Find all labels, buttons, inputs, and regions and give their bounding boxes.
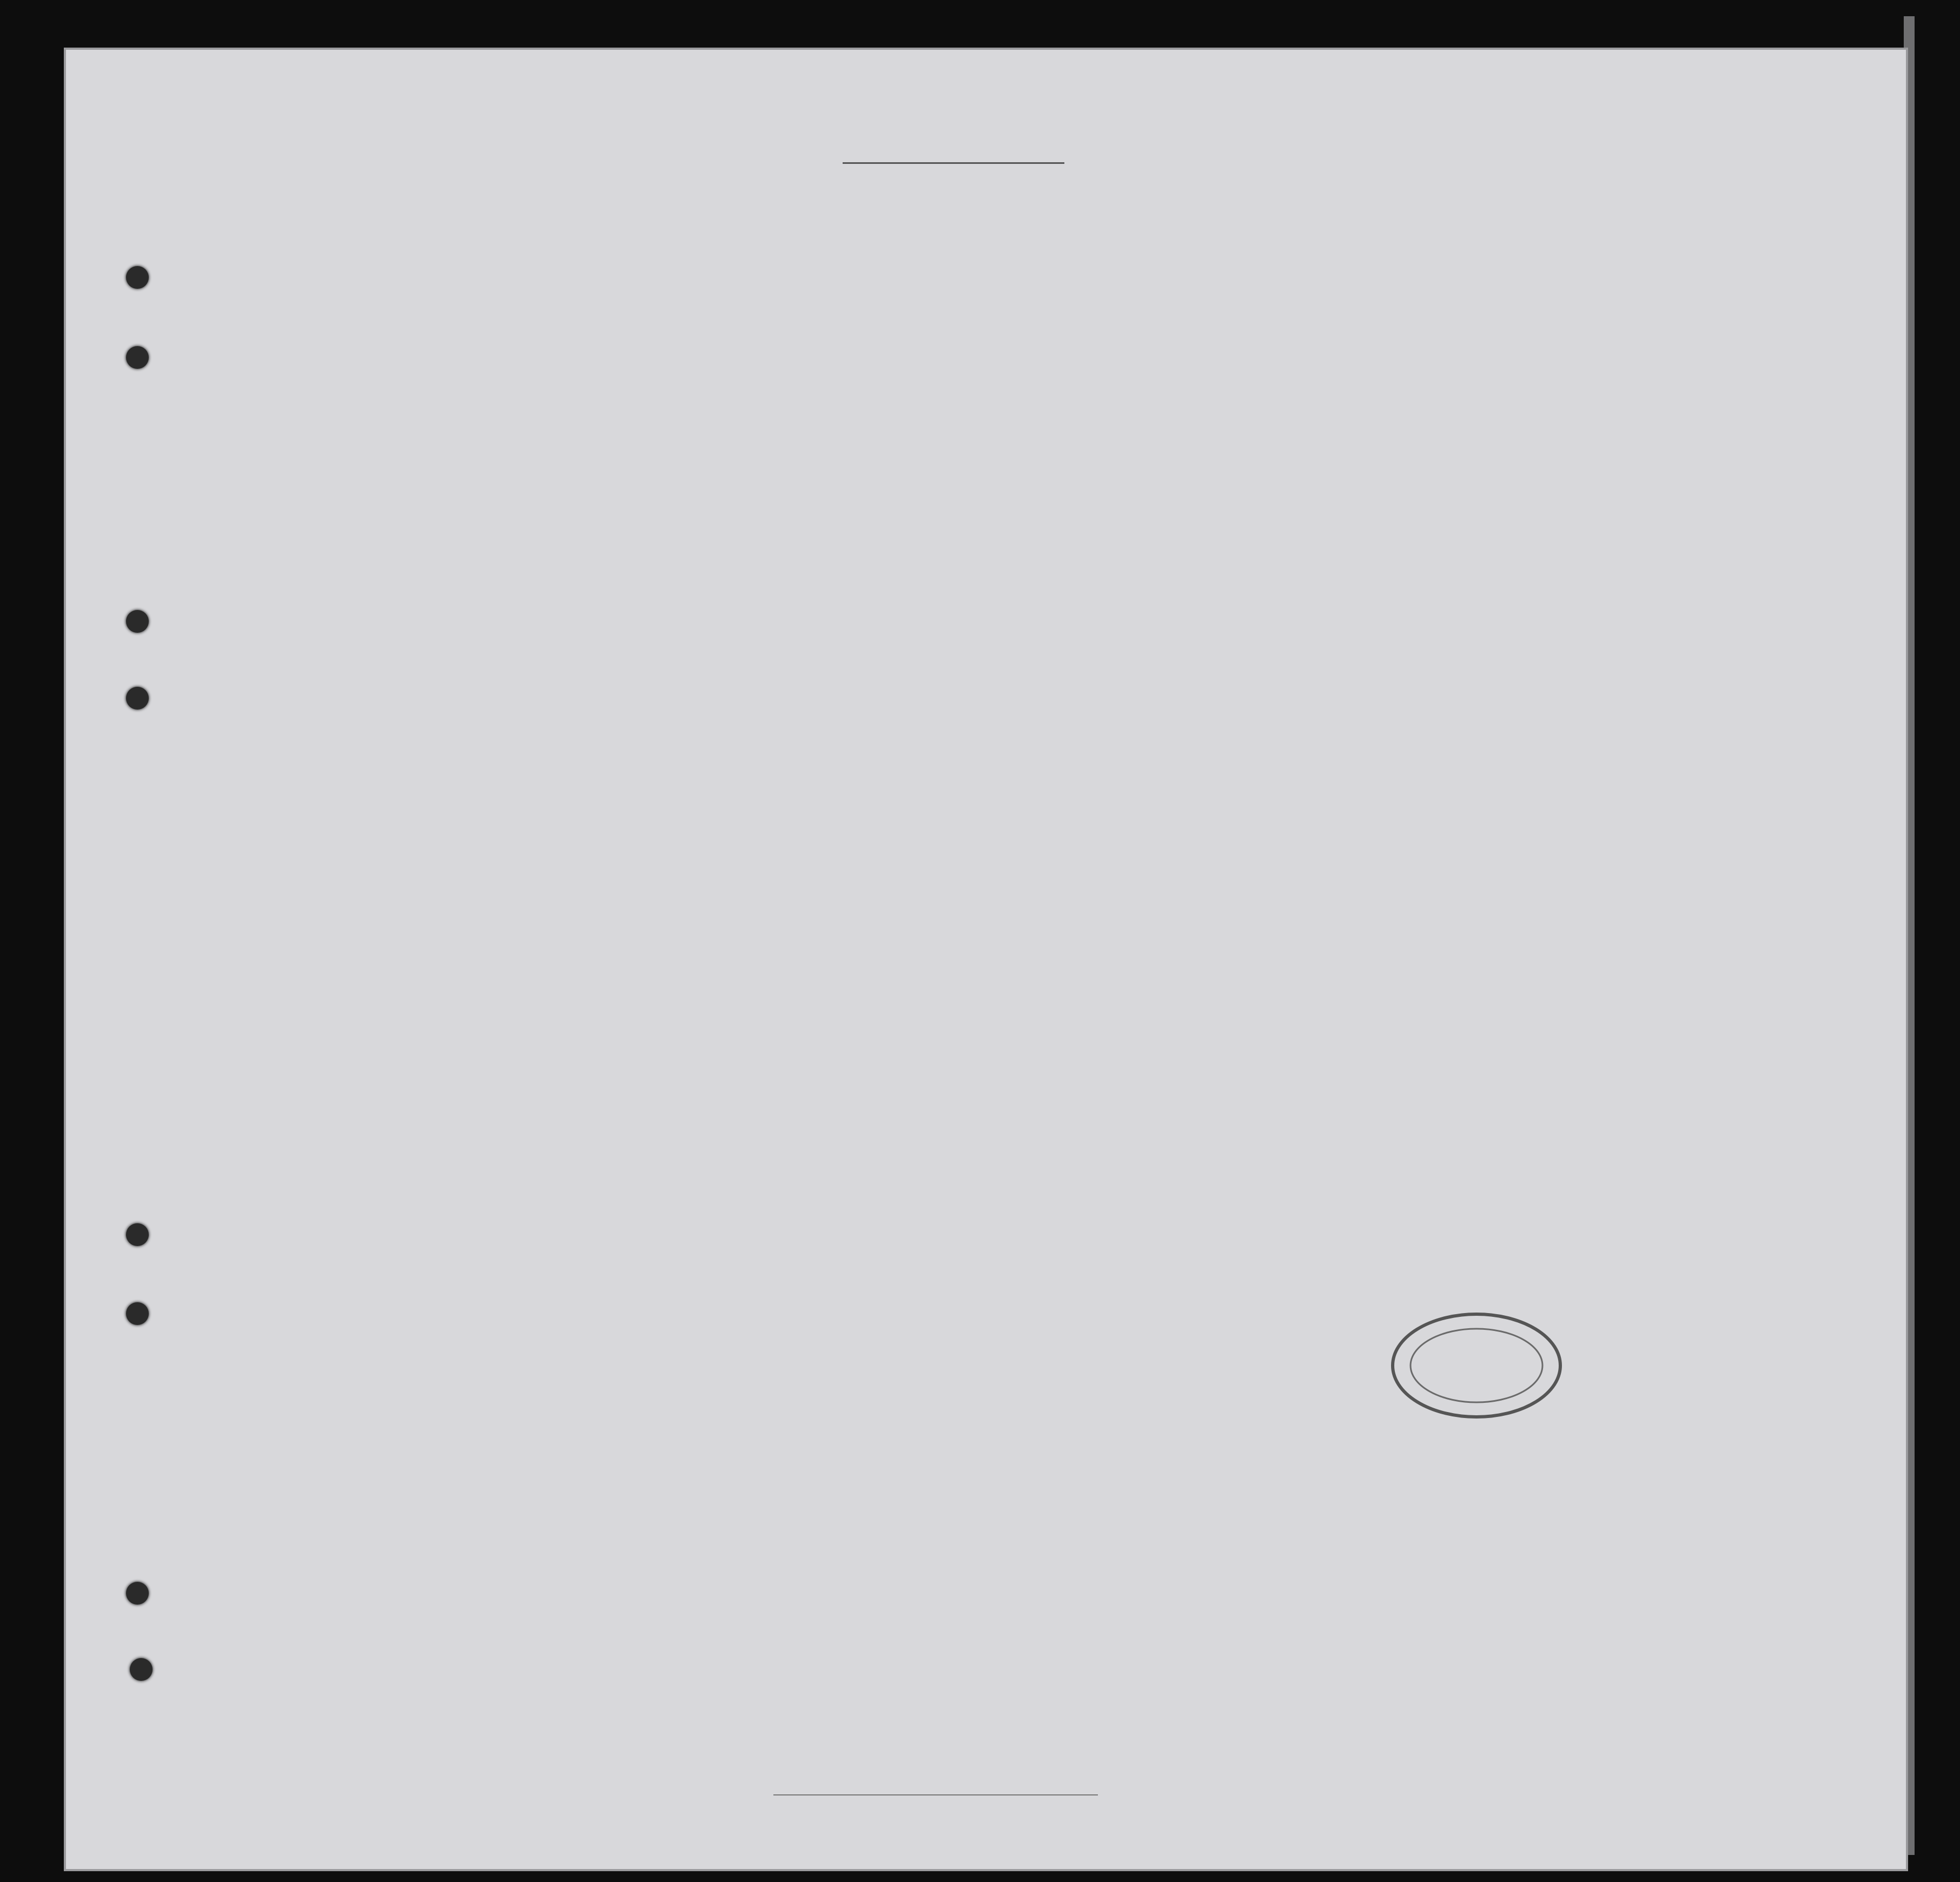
customs-stamp: [1385, 1303, 1568, 1428]
binder-hole: [126, 687, 149, 710]
binder-hole: [126, 1582, 149, 1605]
title-rule: [843, 162, 1064, 164]
binder-hole: [126, 346, 149, 369]
binder-hole: [126, 1223, 149, 1246]
binder-hole: [126, 610, 149, 633]
binder-hole: [126, 1302, 149, 1325]
inspector-signature-line: [773, 1794, 1098, 1795]
crew-table: [87, 281, 1879, 1731]
binder-hole: [126, 266, 149, 289]
binder-hole: [130, 1658, 153, 1681]
